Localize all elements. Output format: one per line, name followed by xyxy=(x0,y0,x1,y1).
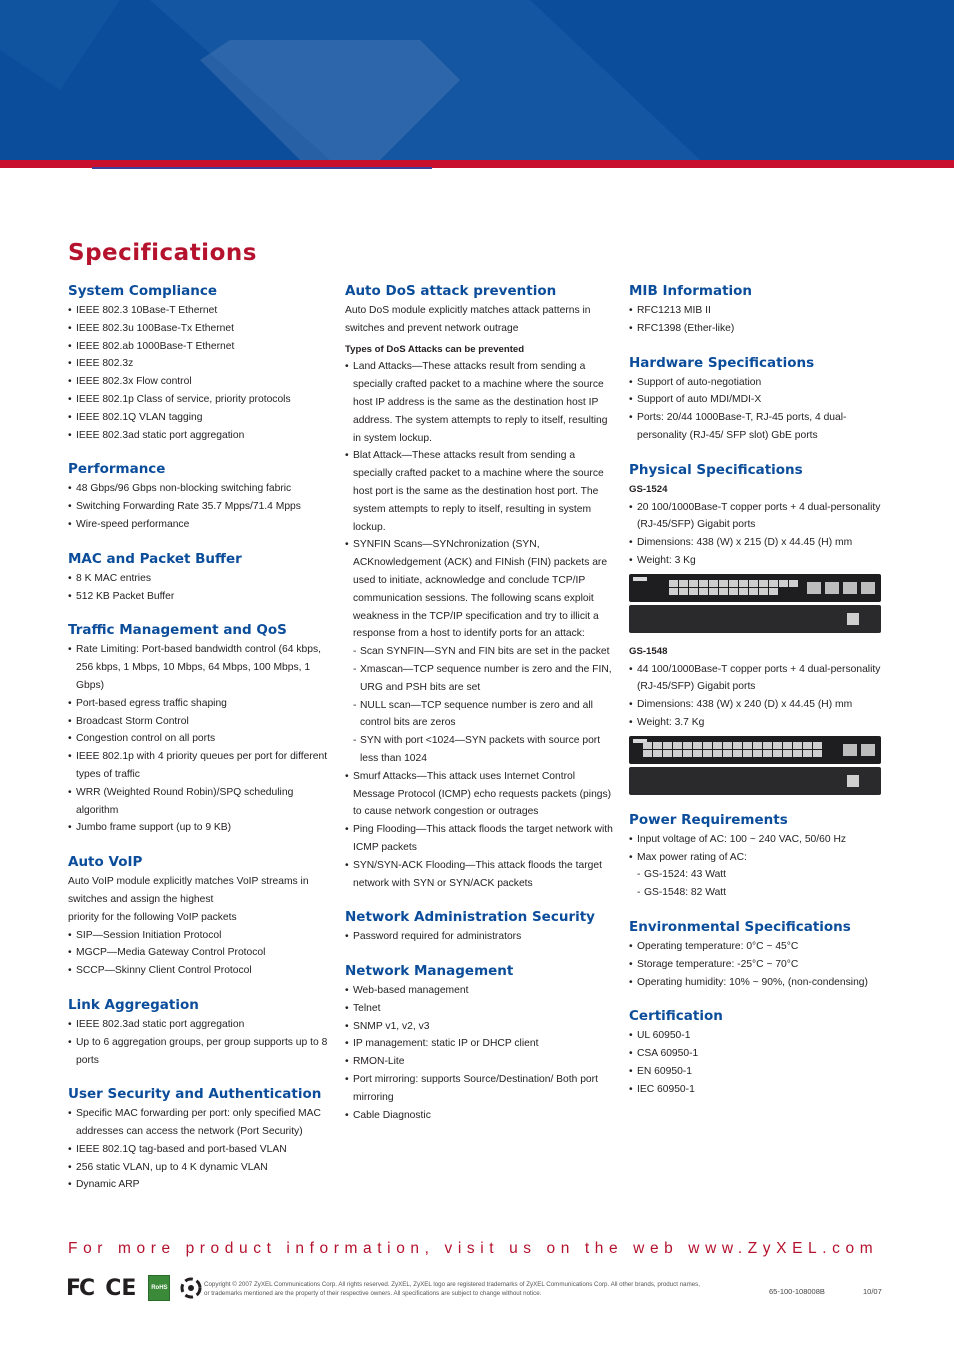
list-item: • Dimensions: 438 (W) x 215 (D) x 44.45 (H) mm xyxy=(629,534,891,552)
section-title: User Security and Authentication xyxy=(68,1086,322,1103)
copyright-notice: Copyright © 2007 ZyXEL Communications Corp. All rights reserved. ZyXEL, ZyXEL logo are registered trademarks of ZyXEL Communications Corp. All other brands, product names, or trademarks mentioned are the property of their respective owners. All specifications are subject to change without notice. xyxy=(204,1281,700,1297)
list-item: • 256 static VLAN, up to 4 K dynamic VLAN xyxy=(68,1159,330,1177)
list-item: • RMON-Lite xyxy=(345,1053,613,1071)
section-title: Performance xyxy=(68,461,166,478)
power-socket xyxy=(847,613,859,625)
list-item: • Web-based management xyxy=(345,982,613,1000)
list-item: • IEEE 802.3x Flow control xyxy=(68,373,330,391)
list-item: • Specific MAC forwarding per port: only specified MAC addresses can access the network (Port Security) xyxy=(68,1105,330,1141)
fcc-logo-icon: FC xyxy=(66,1275,94,1301)
sfp-slot xyxy=(861,744,875,756)
gs-1548-rear-image xyxy=(629,767,881,795)
section-title: Auto VoIP xyxy=(68,854,143,871)
list-item: • SIP—Session Initiation Protocol xyxy=(68,927,330,945)
list-item: • Blat Attack—These attacks result from sending a specially crafted packet to a machine where the source host port is the same as the destination host port. The system attempts to reply to itself, resulting in system lockup. xyxy=(345,447,613,536)
section-title: System Compliance xyxy=(68,283,217,299)
section-performance xyxy=(68,458,330,533)
list-item: • Wire-speed performance xyxy=(68,516,330,534)
device-logo xyxy=(633,577,647,581)
list-item: • Rate Limiting: Port-based bandwidth control (64 kbps, 256 kbps, 1 Mbps, 10 Mbps, 64 Mbps, 100 Mbps, 1 Gbps) xyxy=(68,641,330,694)
sfp-slot xyxy=(825,582,839,594)
list-item: • CSA 60950-1 xyxy=(629,1045,891,1063)
list-item: • 44 100/1000Base-T copper ports + 4 dual-personality (RJ-45/SFP) Gigabit ports xyxy=(629,661,891,697)
model-name: GS-1548 xyxy=(629,645,668,657)
section-title: MIB Information xyxy=(629,283,753,299)
sub-list-item: - GS-1524: 43 Watt xyxy=(629,866,891,884)
list-item: • Switching Forwarding Rate 35.7 Mpps/71.4 Mpps xyxy=(68,498,330,516)
document-number: 65-100-108008B xyxy=(769,1287,825,1296)
sfp-slot xyxy=(843,582,857,594)
list-item: • IEEE 802.3u 100Base-Tx Ethernet xyxy=(68,320,330,338)
list-item: • IEEE 802.3ad static port aggregation xyxy=(68,427,330,445)
list-item: • IEEE 802.1p Class of service, priority protocols xyxy=(68,391,330,409)
ce-logo-icon: CE xyxy=(105,1275,137,1301)
list-item: • Cable Diagnostic xyxy=(345,1107,613,1125)
section-link-aggregation xyxy=(68,994,330,1069)
list-item: • UL 60950-1 xyxy=(629,1027,891,1045)
port-block xyxy=(643,742,823,758)
paragraph: Auto DoS module explicitly matches attack patterns in switches and prevent network outrage xyxy=(345,305,591,334)
list-item: • SYN/SYN-ACK Flooding—This attack floods the target network with SYN or SYN/ACK packets xyxy=(345,857,613,893)
list-item: • Ping Flooding—This attack floods the target network with ICMP packets xyxy=(345,821,613,857)
header-accent-line xyxy=(92,167,432,169)
list-item: • RFC1213 MIB II xyxy=(629,302,891,320)
section-system-compliance xyxy=(68,280,330,444)
list-item: • RFC1398 (Ether-like) xyxy=(629,320,891,338)
list-item: • Broadcast Storm Control xyxy=(68,713,330,731)
list-item: • Dynamic ARP xyxy=(68,1176,330,1194)
list-item: • IEEE 802.3 10Base-T Ethernet xyxy=(68,302,330,320)
list-item: • 8 K MAC entries xyxy=(68,570,330,588)
section-admin-security xyxy=(345,906,613,946)
gs-1524-front-image xyxy=(629,574,881,602)
list-item: • Max power rating of AC: xyxy=(629,849,891,867)
list-item: • Ports: 20/44 1000Base-T, RJ-45 ports, 4 dual-personality (RJ-45/ SFP slot) GbE ports xyxy=(629,409,891,445)
list-item: • Operating temperature: 0°C ~ 45°C xyxy=(629,938,891,956)
list-item: • IEEE 802.1Q VLAN tagging xyxy=(68,409,330,427)
column-right xyxy=(629,280,891,1113)
section-auto-dos xyxy=(345,280,613,892)
list-item: • SYNFIN Scans—SYNchronization (SYN, ACKnowledgement (ACK) and FINish (FIN) packets are used to initiate, acknowledge and conclude TCP/IP communication sessions. The following scans exploit weakness in the TCP/IP specification and try to illicit a response from a host to identify ports for an attack: xyxy=(345,536,613,643)
column-middle xyxy=(345,280,613,1138)
paragraph: priority for the following VoIP packets xyxy=(68,911,237,923)
list-item: • Telnet xyxy=(345,1000,613,1018)
list-item: • Dimensions: 438 (W) x 240 (D) x 44.45 (H) mm xyxy=(629,696,891,714)
list-item: • Smurf Attacks—This attack uses Internet Control Message Protocol (ICMP) echo requests packets (pings) to cause network congestion or outrages xyxy=(345,768,613,821)
recycle-icon xyxy=(180,1277,202,1299)
list-item: • Password required for administrators xyxy=(345,928,613,946)
section-user-security xyxy=(68,1083,330,1194)
section-network-management xyxy=(345,960,613,1124)
paragraph: Auto VoIP module explicitly matches VoIP streams in switches and assign the highest xyxy=(68,876,309,905)
list-item: • Jumbo frame support (up to 9 KB) xyxy=(68,819,330,837)
sub-list-item: - SYN with port <1024—SYN packets with source port less than 1024 xyxy=(345,732,613,768)
sub-list-item: - Xmascan—TCP sequence number is zero and the FIN, URG and PSH bits are set xyxy=(345,661,613,697)
model-name: GS-1524 xyxy=(629,483,668,495)
list-item: • 48 Gbps/96 Gbps non-blocking switching fabric xyxy=(68,480,330,498)
section-traffic-qos xyxy=(68,619,330,837)
list-item: • IP management: static IP or DHCP client xyxy=(345,1035,613,1053)
sub-list-item: - GS-1548: 82 Watt xyxy=(629,884,891,902)
list-item: • SNMP v1, v2, v3 xyxy=(345,1018,613,1036)
section-title: Power Requirements xyxy=(629,811,788,828)
section-title: Traffic Management and QoS xyxy=(68,622,287,639)
list-item: • IEEE 802.1Q tag-based and port-based VLAN xyxy=(68,1141,330,1159)
section-title: MAC and Packet Buffer xyxy=(68,550,242,567)
list-item: • MGCP—Media Gateway Control Protocol xyxy=(68,944,330,962)
list-item: • IEEE 802.1p with 4 priority queues per port for different types of traffic xyxy=(68,748,330,784)
section-title: Network Management xyxy=(345,963,514,980)
list-item: • Weight: 3 Kg xyxy=(629,552,891,570)
section-title: Hardware Specifications xyxy=(629,354,815,371)
section-title: Certification xyxy=(629,1008,723,1025)
sub-list-item: - NULL scan—TCP sequence number is zero and all control bits are zeros xyxy=(345,697,613,733)
section-title: Network Administration Security xyxy=(345,909,595,926)
section-title: Environmental Specifications xyxy=(629,918,851,935)
sfp-slot xyxy=(843,744,857,756)
list-item: • Up to 6 aggregation groups, per group supports up to 8 ports xyxy=(68,1034,330,1070)
list-item: • Input voltage of AC: 100 ~ 240 VAC, 50/60 Hz xyxy=(629,831,891,849)
banner-graphic xyxy=(0,0,954,160)
list-item: • Support of auto-negotiation xyxy=(629,374,891,392)
list-item: • Land Attacks—These attacks result from sending a specially crafted packet to a machine where the source host IP address is the same as the destination host IP address. The system attempts to reply to itself, resulting in system lockup. xyxy=(345,358,613,447)
list-item: • Operating humidity: 10% ~ 90%, (non-condensing) xyxy=(629,974,891,992)
list-item: • 512 KB Packet Buffer xyxy=(68,588,330,606)
list-item: • SCCP—Skinny Client Control Protocol xyxy=(68,962,330,980)
list-item: • WRR (Weighted Round Robin)/SPQ scheduling algorithm xyxy=(68,784,330,820)
subheading: Types of DoS Attacks can be prevented xyxy=(345,343,525,355)
list-item: • Storage temperature: -25°C ~ 70°C xyxy=(629,956,891,974)
power-socket xyxy=(847,775,859,787)
list-item: • IEC 60950-1 xyxy=(629,1081,891,1099)
list-item: • IEEE 802.3ad static port aggregation xyxy=(68,1016,330,1034)
section-title: Auto DoS attack prevention xyxy=(345,283,557,299)
list-item: • Congestion control on all ports xyxy=(68,730,330,748)
certification-logos xyxy=(66,1275,202,1301)
list-item: • Port mirroring: supports Source/Destination/ Both port mirroring xyxy=(345,1071,613,1107)
footer-website-link[interactable]: For more product information, visit us on the web www.ZyXEL.com xyxy=(68,1240,879,1257)
section-hardware xyxy=(629,352,891,445)
section-title: Physical Specifications xyxy=(629,461,803,478)
column-left xyxy=(68,280,330,1208)
list-item: • Weight: 3.7 Kg xyxy=(629,714,891,732)
section-environmental xyxy=(629,916,891,991)
list-item: • IEEE 802.3z xyxy=(68,355,330,373)
page-title: Specifications xyxy=(68,240,257,266)
list-item: • IEEE 802.ab 1000Base-T Ethernet xyxy=(68,338,330,356)
section-title: Link Aggregation xyxy=(68,996,199,1013)
section-physical xyxy=(629,459,891,795)
document-date: 10/07 xyxy=(863,1287,882,1296)
list-item: • 20 100/1000Base-T copper ports + 4 dual-personality (RJ-45/SFP) Gigabit ports xyxy=(629,499,891,535)
sfp-slot xyxy=(807,582,821,594)
rohs-logo-icon: RoHS xyxy=(148,1275,170,1301)
section-certification xyxy=(629,1005,891,1098)
port-block xyxy=(669,580,799,596)
section-power xyxy=(629,809,891,902)
header-banner xyxy=(0,0,954,160)
section-mac-buffer xyxy=(68,548,330,606)
sfp-slot xyxy=(861,582,875,594)
sub-list-item: - Scan SYNFIN—SYN and FIN bits are set in the packet xyxy=(345,643,613,661)
section-mib xyxy=(629,280,891,338)
gs-1524-rear-image xyxy=(629,605,881,633)
gs-1548-front-image xyxy=(629,736,881,764)
list-item: • Port-based egress traffic shaping xyxy=(68,695,330,713)
list-item: • Support of auto MDI/MDI-X xyxy=(629,391,891,409)
list-item: • EN 60950-1 xyxy=(629,1063,891,1081)
section-auto-voip xyxy=(68,851,330,980)
